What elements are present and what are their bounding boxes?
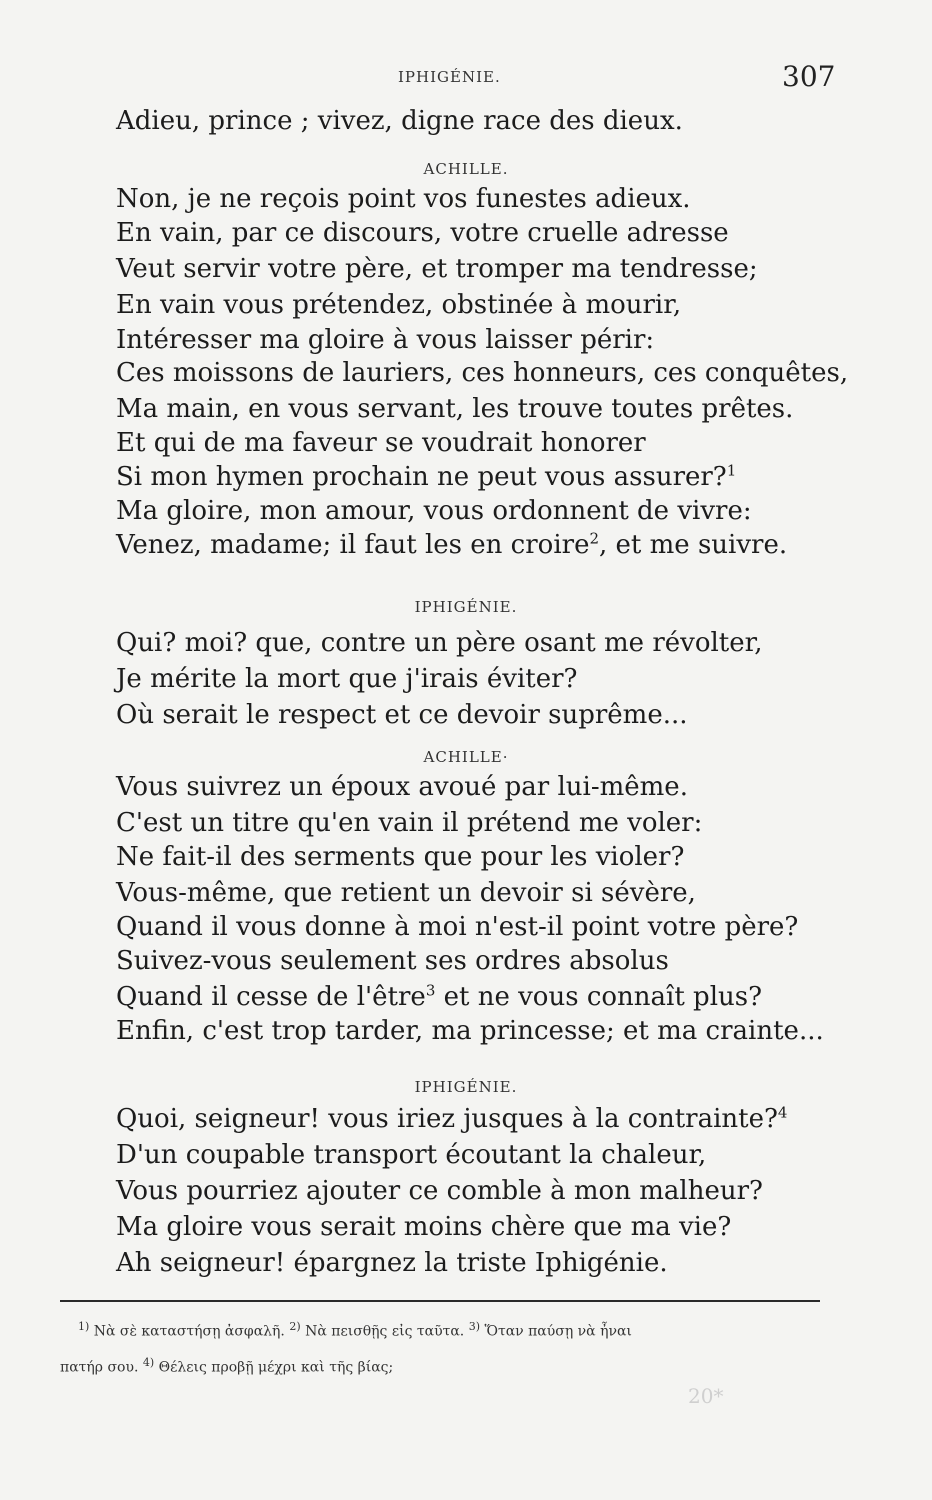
verse-line xyxy=(116,628,816,658)
verse-text: D'un coupable transport écoutant la chaleur, xyxy=(116,1140,707,1170)
verse-line xyxy=(116,530,816,560)
verse-text: Quand il vous donne à moi n'est-il point votre père? xyxy=(116,912,799,942)
verse-text: Si mon hymen prochain ne peut vous assurer? xyxy=(116,462,727,492)
verse-text: Ma gloire vous serait moins chère que ma vie? xyxy=(116,1212,732,1242)
verse-line xyxy=(116,946,816,976)
footnote-rule xyxy=(60,1300,820,1302)
footnote-ref: 2 xyxy=(589,529,600,548)
verse-line xyxy=(116,358,849,388)
verse-text: C'est un titre qu'en vain il prétend me voler: xyxy=(116,808,703,838)
verse-text: Quand il cesse de l'être xyxy=(116,982,426,1012)
verse-line xyxy=(116,664,816,694)
speaker-name xyxy=(0,1078,932,1098)
verse-text: Non, je ne reçois point vos funestes adieux. xyxy=(116,184,691,214)
verse-text-continued: , et me suivre. xyxy=(599,530,788,560)
verse-line xyxy=(116,1212,816,1242)
verse-line xyxy=(116,772,816,802)
verse-line xyxy=(116,290,816,320)
verse-text-continued: et ne vous connaît plus? xyxy=(435,982,763,1012)
speaker-label: IPHIGÉNIE. xyxy=(414,1078,518,1096)
verse-text: Je mérite la mort que j'irais éviter? xyxy=(116,664,578,694)
speaker-name xyxy=(0,748,932,768)
footnote-number: 2) xyxy=(289,1320,301,1333)
footnote-number: 4) xyxy=(142,1356,155,1369)
verse-line xyxy=(116,1140,816,1170)
verse-line xyxy=(116,912,816,942)
verse-line xyxy=(116,184,816,214)
signature-mark: 20* xyxy=(688,1384,724,1408)
verse-text: En vain vous prétendez, obstinée à mourir, xyxy=(116,290,682,320)
footnote-text: πατήρ σου. xyxy=(60,1359,143,1376)
verse-text: Où serait le respect et ce devoir suprême... xyxy=(116,700,688,730)
verse-text: Ah seigneur! épargnez la triste Iphigénie. xyxy=(116,1248,668,1278)
verse-line xyxy=(116,218,816,248)
verse-line xyxy=(116,1104,816,1134)
verse-text: Quoi, seigneur! vous iriez jusques à la contrainte? xyxy=(116,1104,778,1134)
footnote-line xyxy=(60,1356,860,1376)
verse-line xyxy=(116,1016,824,1046)
footnote-number: 3) xyxy=(468,1320,480,1333)
running-title: IPHIGÉNIE. xyxy=(398,68,501,86)
footnote-ref: 1 xyxy=(726,461,737,480)
verse-text: Ces moissons de lauriers, ces honneurs, ces conquêtes, xyxy=(116,358,849,388)
verse-line xyxy=(116,254,816,284)
verse-line xyxy=(116,462,816,492)
footnote-number: 1) xyxy=(78,1320,90,1333)
running-head xyxy=(0,60,932,96)
verse-text: Qui? moi? que, contre un père osant me révolter, xyxy=(116,628,763,658)
footnote-text: Νὰ σὲ καταστήσῃ ἀσφαλῆ. xyxy=(89,1323,290,1340)
footnote-line xyxy=(78,1320,878,1340)
footnote-ref: 4 xyxy=(777,1103,788,1122)
verse-text: En vain, par ce discours, votre cruelle adresse xyxy=(116,218,729,248)
speaker-label: ACHILLE. xyxy=(423,160,509,178)
verse-text: Et qui de ma faveur se voudrait honorer xyxy=(116,428,646,458)
verse-text: Veut servir votre père, et tromper ma tendresse; xyxy=(116,254,758,284)
verse-line xyxy=(116,982,816,1012)
footnote-text: Ὅταν παύσῃ νὰ ἦναι xyxy=(480,1323,632,1340)
verse-line xyxy=(116,808,816,838)
verse-text: Ne fait-il des serments que pour les violer? xyxy=(116,842,685,872)
verse-text: Vous-même, que retient un devoir si sévère, xyxy=(116,878,696,908)
verse-line xyxy=(116,700,816,730)
verse-text: Venez, madame; il faut les en croire xyxy=(116,530,590,560)
verse-line xyxy=(116,325,816,355)
footnote-text: Νὰ πεισθῇς εἰς ταῦτα. xyxy=(300,1323,469,1340)
verse-line xyxy=(116,1176,816,1206)
speaker-label: IPHIGÉNIE. xyxy=(414,598,518,616)
speaker-name xyxy=(0,598,932,618)
verse-text: Ma main, en vous servant, les trouve toutes prêtes. xyxy=(116,394,794,424)
verse-line xyxy=(116,842,816,872)
verse-text: Vous suivrez un époux avoué par lui-même. xyxy=(116,772,688,802)
verse-text: Intéresser ma gloire à vous laisser périr: xyxy=(116,325,655,355)
verse-text: Adieu, prince ; vivez, digne race des dieux. xyxy=(116,106,683,136)
verse-text: Vous pourriez ajouter ce comble à mon malheur? xyxy=(116,1176,763,1206)
speaker-name xyxy=(0,160,932,180)
verse-line xyxy=(116,878,816,908)
footnote-text: Θέλεις προβῇ μέχρι καὶ τῆς βίας; xyxy=(154,1359,394,1376)
page-number: 307 xyxy=(782,60,836,93)
verse-line xyxy=(116,106,816,136)
verse-line xyxy=(116,428,816,458)
verse-text: Suivez-vous seulement ses ordres absolus xyxy=(116,946,669,976)
verse-line xyxy=(116,1248,816,1278)
verse-line xyxy=(116,496,816,526)
verse-text: Ma gloire, mon amour, vous ordonnent de vivre: xyxy=(116,496,752,526)
verse-text: Enfin, c'est trop tarder, ma princesse; et ma crainte... xyxy=(116,1016,824,1046)
verse-line xyxy=(116,394,816,424)
speaker-label: ACHILLE· xyxy=(423,748,509,766)
footnote-ref: 3 xyxy=(425,981,436,1000)
